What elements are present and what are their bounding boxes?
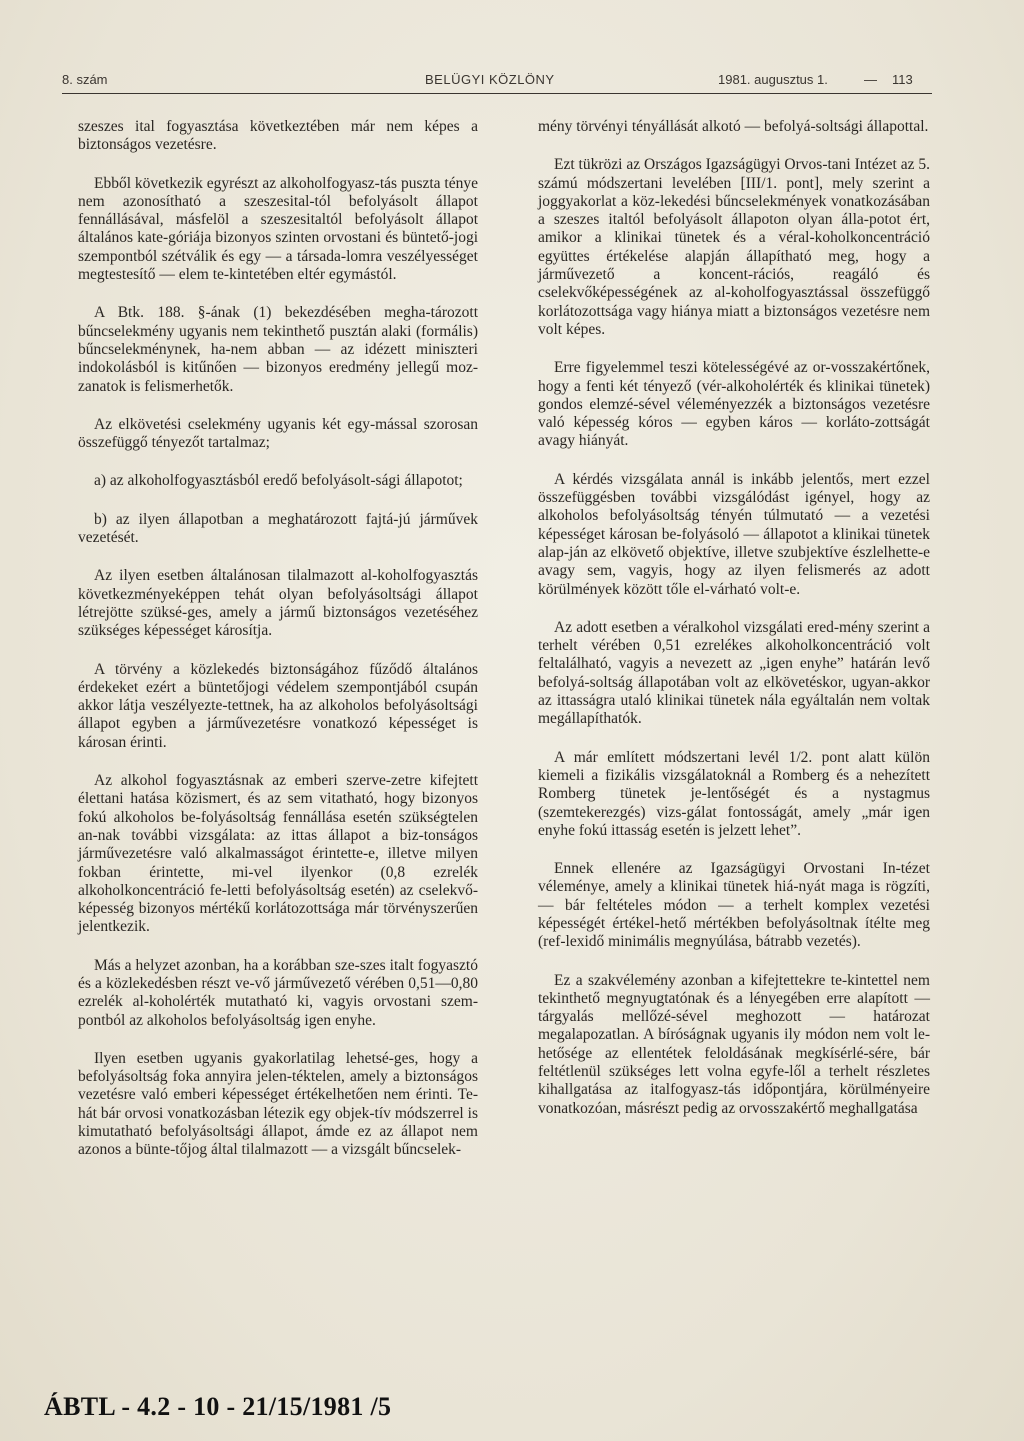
paragraph: Az adott esetben a véralkohol vizsgálati ered-mény szerint a terhelt vérében 0,51 ezrelékes alkoholkoncentráció volt feltalálható, vagyis a nevezett az „igen enyhe” határán levő befolyá-soltság állapotában volt az elkövetéskor, ugyan-akkor az ittasságra utaló klinikai tünetek nála egyáltalán nem voltak megállapíthatók.	[538, 618, 930, 728]
paragraph: szeszes ital fogyasztása következtében már nem képes a biztonságos vezetésre.	[78, 118, 478, 154]
paragraph: Más a helyzet azonban, ha a korábban sze-szes italt fogyasztó és a közlekedésben részt ve-vő járművezető vérében 0,51—0,80 ezrelék al-koholérték mutatható ki, vagyis orvostani szem-pontból az alkoholos befolyásoltság igen enyhe.	[78, 956, 478, 1029]
paragraph: Ilyen esetben ugyanis gyakorlatilag lehetsé-ges, hogy a befolyásoltság foka annyira jelen-téktelen, amely a biztonságos vezetésre való emberi képességet értékelhetően nem érinti. Te-hát bár orvosi vonatkozásban létezik egy objek-tív módszerrel is kimutatható befolyásoltsági állapot, ámde ez az állapot nem azonos a büntе-tőjog által tilalmazott — a vizsgált bűncselek-	[78, 1049, 478, 1159]
list-item: a) az alkoholfogyasztásból eredő befolyásolt-sági állapotot;	[94, 472, 463, 490]
list-item: b) az ilyen állapotban a meghatározott fajtá-jú járművek vezetését.	[78, 510, 478, 547]
publication-title: BELÜGYI KÖZLÖNY	[425, 72, 555, 87]
paragraph: A már említett módszertani levél 1/2. pont alatt külön kiemeli a fizikális vizsgálatoknál a Romberg és a nehezített Romberg tünetek je-lentőségét és a nystagmus (szemtekerezgés) vizs-gálat fontosságát, amely „már igen enyhe fokú ittasság esetén is jelzett lehet”.	[538, 748, 930, 839]
publication-date: 1981. augusztus 1.	[718, 72, 828, 87]
right-column	[538, 118, 930, 1138]
header-separator: —	[864, 72, 877, 87]
header-rule	[62, 93, 932, 94]
paragraph: mény törvényi tényállását alkotó — befolyá-soltsági állapottal.	[538, 118, 929, 135]
paragraph: Az alkohol fogyasztásnak az emberi szerve-zetre kifejtett élettani hatása közismert, és az sem vitatható, hogy bizonyos fokú alkoholos be-folyásoltság fennállása esetén szükségtelen an-nak további vizsgálata: az ittas állapot a biz-tonságos járművezetésre való alkalmasságot érintette-e, illetve milyen fokban érintette, mi-vel ilyenkor (0,8 ezrelék alkoholkoncentráció fe-letti befolyásoltság esetén) az cselekvő-képesség bizonyos mértékű korlátozottsága már törvényszerűen jelentkezik.	[78, 772, 478, 936]
paragraph: A Btk. 188. §-ának (1) bekezdésében megha-tározott bűncselekmény ugyanis nem tekinthető pusztán alaki (formális) bűncselekménynek, ha-nem abban — az idézett miniszteri indokolásból is kitűnően — bizonyos eredmény jellegű moz-zanatok is felismerhetők.	[78, 304, 478, 395]
page-header	[62, 70, 932, 92]
left-column	[78, 118, 478, 1180]
page-number: 113	[892, 72, 913, 87]
paragraph: Ennek ellenére az Igazságügyi Orvostani In-tézet véleménye, amely a klinikai tünetek hiá-nyát maga is rögzíti, — bár feltételes módon — a terhelt komplex vezetési képességét értékel-hető mértékben befolyásoltnak ítélte meg (ref-lexidő minimális megnyúlása, bátrabb vezetés).	[538, 860, 930, 951]
archive-stamp: ÁBTL - 4.2 - 10 - 21/15/1981 /5	[44, 1392, 392, 1421]
paragraph: Ez a szakvélemény azonban a kifejtettekre te-kintettel nem tekinthető megnyugtatónak és a lényegében erre alapított — tárgyalás mellőzé-sével meghozott — határozat megalapozatlan. A bíróságnak ugyanis ily módon nem volt le-hetősége az ellentétek feloldásának megkísérlé-sére, bár feltétlenül szükséges lett volna egyfe-lől a terhelt részletes kihallgatása az italfogyasz-tás időpontjára, körülményeire vonatkozóan, másrészt pedig az orvosszakértő meghallgatása	[538, 971, 930, 1117]
paragraph: A törvény a közlekedés biztonságához fűződő általános érdekeket ezért a büntetőjogi védelem szempontjából csupán akkor látja veszélyezte-tettnek, ha az alkoholos befolyásoltsági állapot egyben a járművezetésre vonatkozó képességet is károsan érinti.	[78, 660, 478, 751]
paragraph: Erre figyelemmel teszi kötelességévé az or-vosszakértőnek, hogy a fenti két tényező (vér-alkoholérték és klinikai tünetek) gondos elemzé-sével véleményezzék a biztonságos vezetésre való képesség kóros — egyben káros — korláto-zottságát avagy hiányát.	[538, 359, 930, 450]
paragraph: Ezt tükrözi az Országos Igazságügyi Orvos-tani Intézet az 5. számú módszertani levelében [III/1. pont], mely szerint a joggyakorlat a köz-lekedési bűncselekmények vonatkozásában a szeszes italtól befolyásolt állapoton olyan álla-potot ért, amikor a klinikai tünetek és a véral-koholkoncentráció együttes értékelése alapján állapítható meg, hogy a járművezető a koncent-rációs, reagáló és cselekvőképességének az al-koholfogyasztással összefüggő korlátozottsága vagy hiánya miatt a biztonságos vezetésre nem volt képes.	[538, 156, 930, 338]
paragraph: A kérdés vizsgálata annál is inkább jelentős, mert ezzel összefüggésben további vizsgálódást igényel, hogy az alkoholos befolyásoltság tényén túlmutató — a vezetési képességet károsan be-folyásoló — állapotot a klinikai tünetek alap-ján az elkövető objektíve, illetve szubjektíve észlelhette-e avagy sem, vagyis, hogy az ilyen felismerés az adott körülmények között tőle el-várható volt-e.	[538, 470, 930, 598]
paragraph: Az ilyen esetben általánosan tilalmazott al-koholfogyasztás következményeképpen tehát olyan befolyásoltsági állapot létrejötte szüksé-ges, amely a jármű biztonságos vezetéséhez szükséges képességet károsítja.	[78, 567, 478, 640]
paragraph: Ebből következik egyrészt az alkoholfogyasz-tás puszta ténye nem azonosítható a szeszesital-tól befolyásolt állapot fennállásával, másfelöl a szeszesitaltól befolyásolt állapot általános kate-góriája bizonyos szinten orvostani és büntető-jogi szempontból szétválik és egy — a társada-lomra veszélyességet megtestesítő — elem te-kintetében eltér egymástól.	[78, 174, 478, 284]
paragraph: Az elkövetési cselekmény ugyanis két egy-mással szorosan összefüggő tényezőt tartalmaz;	[78, 415, 478, 452]
issue-number: 8. szám	[62, 72, 108, 87]
